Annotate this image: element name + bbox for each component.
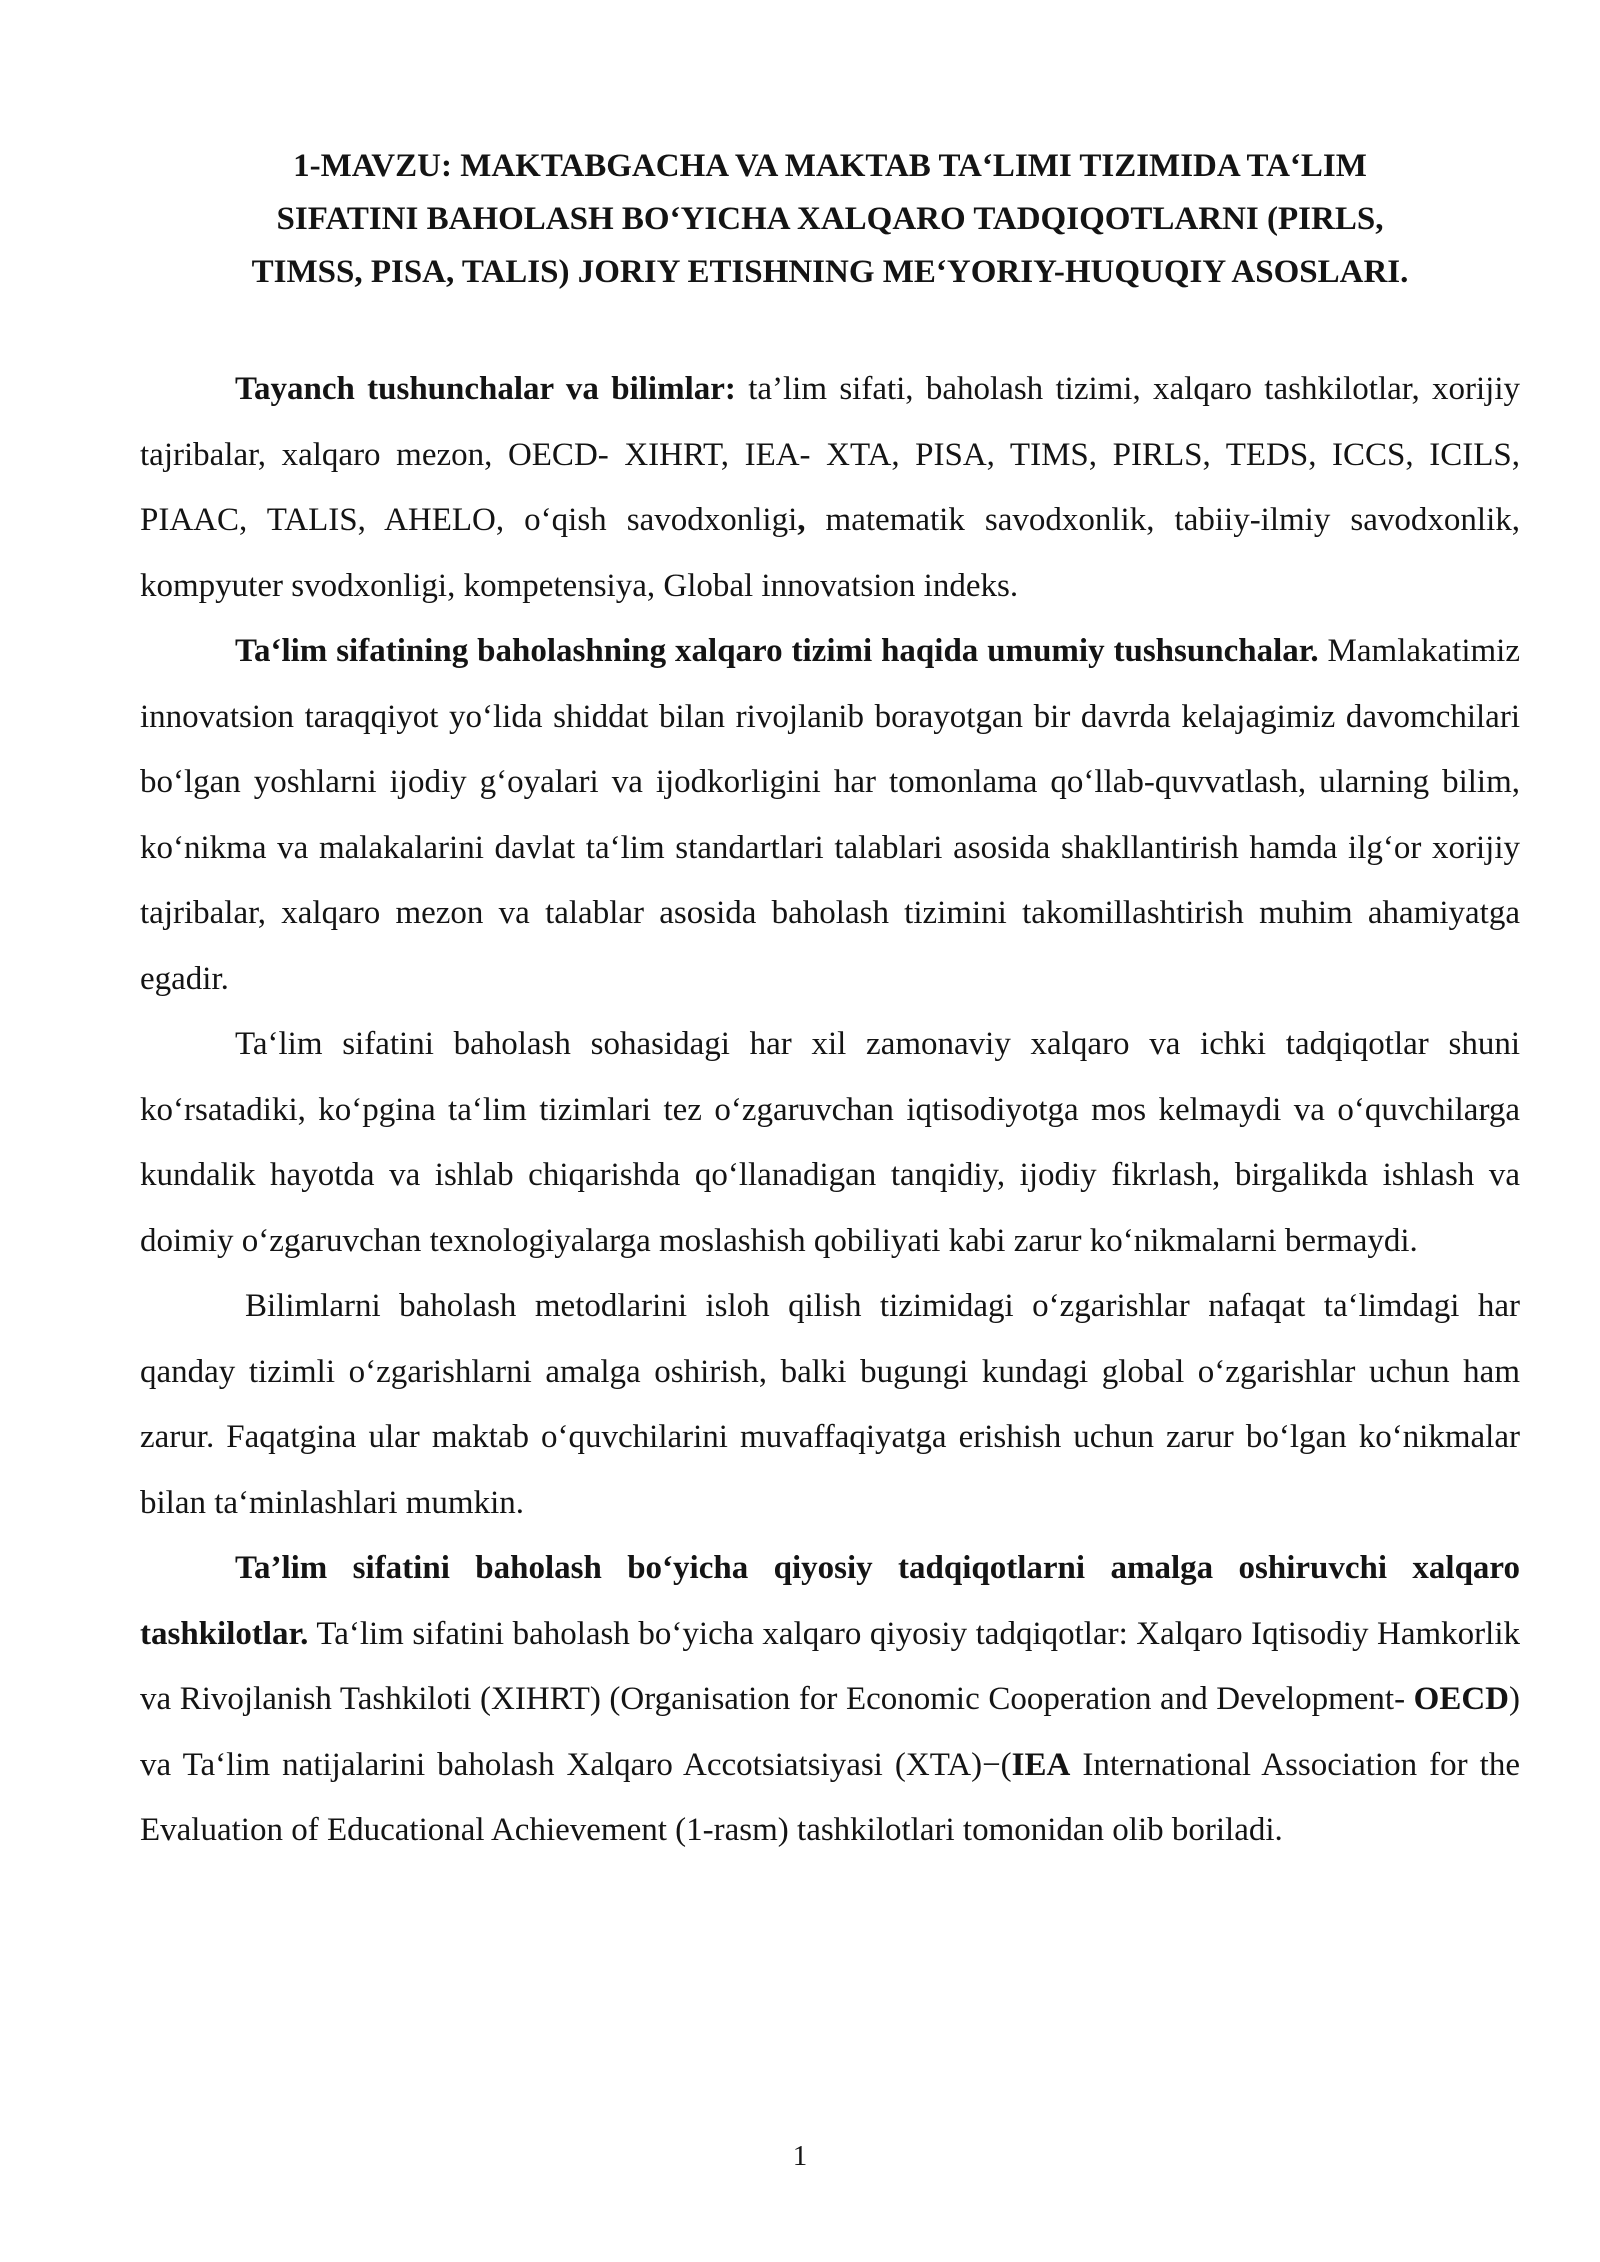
paragraph-key-concepts xyxy=(140,357,1520,619)
title-line-1: 1-MAVZU: MAKTABGACHA VA MAKTAB TA‘LIMI TIZIMIDA TA‘LIM xyxy=(293,148,1367,184)
iea-abbreviation: IEA xyxy=(1011,1746,1071,1783)
paragraph-international-organizations xyxy=(140,1536,1520,1864)
key-concepts-text-a: ta’lim sifati, baholash tizimi, xalqaro tashkilotlar, xorijiy tajribalar, xalqaro mezon, OECD- XIHRT, IEA- XTA, PISA, TIMS, PIRLS, TEDS, ICCS, ICILS, PIAAC, TALIS, AHELO, o‘qish savodxonligi xyxy=(140,371,1520,538)
page-title xyxy=(140,140,1520,299)
international-organizations-text-a: Ta‘lim sifatini baholash bo‘yicha xalqaro qiyosiy tadqiqotlar: Xalqaro Iqtisodiy Hamkorlik va Rivojlanish Tashkiloti (XIHRT) (Organisation for Economic Cooperation and Development- xyxy=(140,1615,1520,1717)
general-concepts-heading: Ta‘lim sifatining baholashning xalqaro tizimi haqida umumiy tushsunchalar. xyxy=(235,633,1319,669)
title-line-3: TIMSS, PISA, TALIS) JORIY ETISHNING ME‘YORIY-HUQUQIY ASOSLARI. xyxy=(251,254,1409,290)
document-body xyxy=(140,357,1520,1864)
title-line-2: SIFATINI BAHOLASH BO‘YICHA XALQARO TADQIQOTLARNI (PIRLS, xyxy=(276,201,1384,237)
key-concepts-bold-comma: , xyxy=(797,502,806,538)
paragraph-research-findings xyxy=(140,1012,1520,1274)
international-organizations-heading: Ta’lim sifatini baholash bo‘yicha qiyosiy tadqiqotlarni amalga oshiruvchi xalqaro tashkilotlar. xyxy=(140,1550,1520,1652)
key-concepts-text-b: matematik savodxonlik, tabiiy-ilmiy savodxonlik, kompyuter svodxonligi, kompetensiya, Global innovatsion indeks. xyxy=(140,502,1520,604)
paragraph-general-concepts xyxy=(140,619,1520,1012)
key-concepts-heading: Tayanch tushunchalar va bilimlar: xyxy=(235,371,736,407)
general-concepts-text: Mamlakatimiz innovatsion taraqqiyot yo‘lida shiddat bilan rivojlanib borayotgan bir davrda kelajagimiz davomchilari bo‘lgan yoshlarni ijodiy g‘oyalari va ijodkorligini har tomonlama qo‘llab-quvvatlash, ularning bilim, ko‘nikma va malakalarini davlat ta‘lim standartlari talablari asosida shakllantirish hamda ilg‘or xorijiy tajribalar, xalqaro mezon va talablar asosida baholash tizimini takomillashtirish muhim ahamiyatga egadir. xyxy=(140,633,1520,997)
document-page xyxy=(140,140,1520,1864)
oecd-abbreviation: OECD xyxy=(1413,1681,1509,1717)
assessment-reform-text: Bilimlarni baholash metodlarini isloh qilish tizimidagi o‘zgarishlar nafaqat ta‘limdagi har qanday tizimli o‘zgarishlarni amalga oshirish, balki bugungi kundagi global o‘zgarishlar uchun ham zarur. Faqatgina ular maktab o‘quvchilarini muvaffaqiyatga erishish uchun zarur bo‘lgan ko‘nikmalar bilan ta‘minlashlari mumkin. xyxy=(140,1288,1520,1521)
paragraph-assessment-reform xyxy=(140,1274,1520,1536)
page-number: 1 xyxy=(792,2140,808,2172)
international-organizations-text-b: ) va Ta‘lim natijalarini baholash Xalqaro Accotsiatsiyasi (XTA)−( xyxy=(140,1681,1520,1783)
research-findings-text: Ta‘lim sifatini baholash sohasidagi har xil zamonaviy xalqaro va ichki tadqiqotlar shuni ko‘rsatadiki, ko‘pgina ta‘lim tizimlari tez o‘zgaruvchan iqtisodiyotga mos kelmaydi va o‘quvchilarga kundalik hayotda va ishlab chiqarishda qo‘llanadigan tanqidiy, ijodiy fikrlash, birgalikda ishlash va doimiy o‘zgaruvchan texnologiyalarga moslashish qobiliyati kabi zarur ko‘nikmalarni bermaydi. xyxy=(140,1026,1520,1259)
international-organizations-text-c: International Association for the Evaluation of Educational Achievement (1-rasm) tashkilotlari tomonidan olib boriladi. xyxy=(140,1746,1520,1848)
